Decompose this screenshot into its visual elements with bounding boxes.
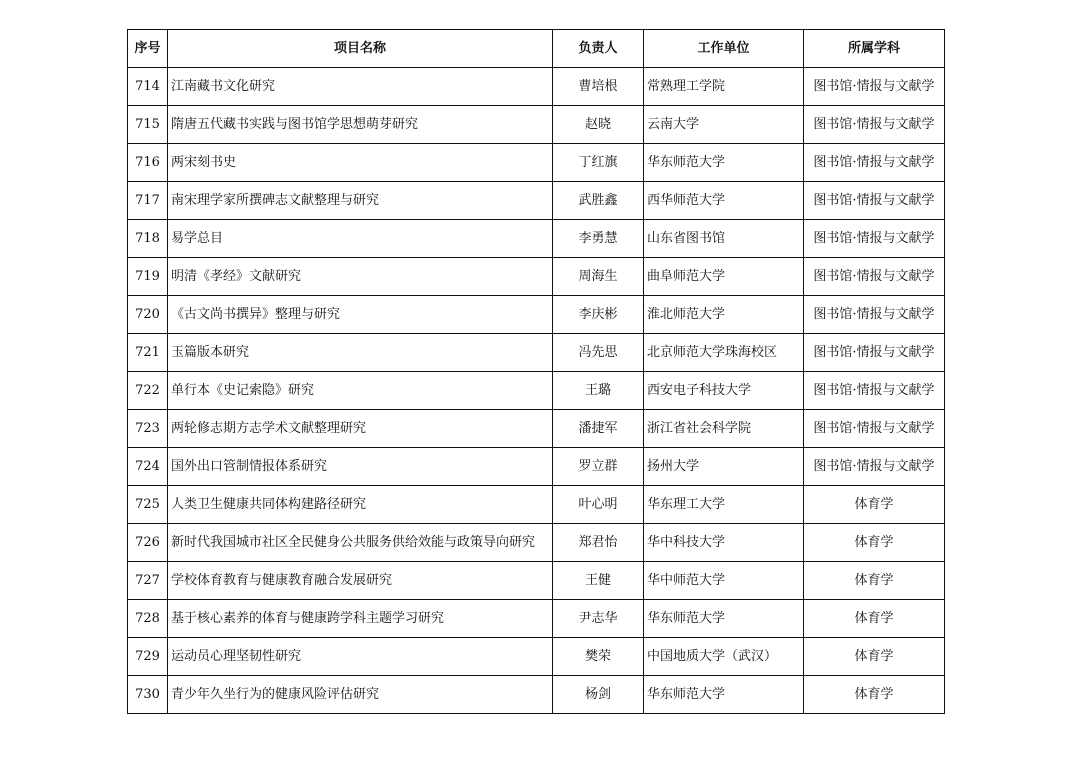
cell-subject (804, 524, 945, 562)
table-row (128, 600, 945, 638)
cell-leader: 尹志华 (553, 600, 644, 638)
cell-project-name: 青少年久坐行为的健康风险评估研究 (168, 676, 553, 714)
subject-text: 体育学 (854, 496, 894, 512)
cell-serial-number: 720 (128, 296, 168, 334)
cell-leader: 李勇慧 (553, 220, 644, 258)
subject-text: 体育学 (854, 534, 894, 550)
cell-project-name: 单行本《史记索隐》研究 (168, 372, 553, 410)
header-subject: 所属学科 (804, 30, 945, 68)
cell-subject (804, 68, 945, 106)
subject-text: 图书馆·情报与文献学 (813, 458, 935, 474)
cell-serial-number: 722 (128, 372, 168, 410)
cell-leader: 周海生 (553, 258, 644, 296)
cell-organization: 北京师范大学珠海校区 (644, 334, 804, 372)
cell-project-name: 明清《孝经》文献研究 (168, 258, 553, 296)
cell-subject (804, 372, 945, 410)
cell-subject (804, 486, 945, 524)
cell-project-name: 南宋理学家所撰碑志文献整理与研究 (168, 182, 553, 220)
cell-organization: 华东理工大学 (644, 486, 804, 524)
subject-text: 体育学 (854, 610, 894, 626)
cell-serial-number: 728 (128, 600, 168, 638)
cell-organization: 常熟理工学院 (644, 68, 804, 106)
subject-text: 体育学 (854, 686, 894, 702)
cell-organization: 扬州大学 (644, 448, 804, 486)
subject-text: 体育学 (854, 572, 894, 588)
table-row (128, 296, 945, 334)
table-row (128, 524, 945, 562)
cell-project-name: 人类卫生健康共同体构建路径研究 (168, 486, 553, 524)
cell-serial-number: 719 (128, 258, 168, 296)
cell-serial-number: 714 (128, 68, 168, 106)
header-leader: 负责人 (553, 30, 644, 68)
cell-serial-number: 726 (128, 524, 168, 562)
header-organization: 工作单位 (644, 30, 804, 68)
table-row (128, 486, 945, 524)
cell-serial-number: 730 (128, 676, 168, 714)
cell-organization: 中国地质大学（武汉） (644, 638, 804, 676)
cell-subject (804, 182, 945, 220)
cell-serial-number: 717 (128, 182, 168, 220)
subject-text: 图书馆·情报与文献学 (813, 230, 935, 246)
cell-project-name: 国外出口管制情报体系研究 (168, 448, 553, 486)
cell-serial-number: 716 (128, 144, 168, 182)
table-row (128, 182, 945, 220)
cell-project-name: 易学总目 (168, 220, 553, 258)
cell-subject (804, 106, 945, 144)
cell-leader: 赵晓 (553, 106, 644, 144)
project-table (127, 29, 945, 714)
cell-organization: 西安电子科技大学 (644, 372, 804, 410)
subject-text: 体育学 (854, 648, 894, 664)
subject-text: 图书馆·情报与文献学 (813, 306, 935, 322)
table-row (128, 258, 945, 296)
subject-text: 图书馆·情报与文献学 (813, 268, 935, 284)
subject-text: 图书馆·情报与文献学 (813, 78, 935, 94)
cell-subject (804, 258, 945, 296)
cell-leader: 罗立群 (553, 448, 644, 486)
cell-project-name: 基于核心素养的体育与健康跨学科主题学习研究 (168, 600, 553, 638)
header-row (128, 30, 945, 68)
cell-organization: 西华师范大学 (644, 182, 804, 220)
cell-project-name: 运动员心理坚韧性研究 (168, 638, 553, 676)
cell-organization: 淮北师范大学 (644, 296, 804, 334)
subject-text: 图书馆·情报与文献学 (813, 116, 935, 132)
cell-project-name: 两轮修志期方志学术文献整理研究 (168, 410, 553, 448)
table-row (128, 448, 945, 486)
cell-leader: 冯先思 (553, 334, 644, 372)
cell-subject (804, 296, 945, 334)
cell-serial-number: 723 (128, 410, 168, 448)
cell-subject (804, 334, 945, 372)
cell-subject (804, 410, 945, 448)
cell-organization: 云南大学 (644, 106, 804, 144)
cell-organization: 曲阜师范大学 (644, 258, 804, 296)
subject-text: 图书馆·情报与文献学 (813, 344, 935, 360)
cell-subject (804, 638, 945, 676)
cell-project-name: 玉篇版本研究 (168, 334, 553, 372)
cell-subject (804, 600, 945, 638)
table-row (128, 372, 945, 410)
cell-leader: 樊荣 (553, 638, 644, 676)
cell-project-name: 新时代我国城市社区全民健身公共服务供给效能与政策导向研究 (168, 524, 553, 562)
cell-subject (804, 676, 945, 714)
table-body (128, 68, 945, 714)
cell-organization: 华东师范大学 (644, 600, 804, 638)
cell-organization: 华东师范大学 (644, 676, 804, 714)
cell-organization: 山东省图书馆 (644, 220, 804, 258)
cell-leader: 郑君怡 (553, 524, 644, 562)
cell-organization: 浙江省社会科学院 (644, 410, 804, 448)
cell-serial-number: 718 (128, 220, 168, 258)
cell-serial-number: 715 (128, 106, 168, 144)
cell-leader: 王健 (553, 562, 644, 600)
subject-text: 图书馆·情报与文献学 (813, 382, 935, 398)
header-serial-number: 序号 (128, 30, 168, 68)
cell-serial-number: 727 (128, 562, 168, 600)
cell-leader: 武胜鑫 (553, 182, 644, 220)
table-row (128, 334, 945, 372)
cell-serial-number: 724 (128, 448, 168, 486)
cell-project-name: 江南藏书文化研究 (168, 68, 553, 106)
cell-organization: 华中师范大学 (644, 562, 804, 600)
cell-leader: 王璐 (553, 372, 644, 410)
cell-organization: 华中科技大学 (644, 524, 804, 562)
cell-project-name: 隋唐五代藏书实践与图书馆学思想萌芽研究 (168, 106, 553, 144)
cell-subject (804, 562, 945, 600)
table-row (128, 68, 945, 106)
header-project-name: 项目名称 (168, 30, 553, 68)
table-row (128, 562, 945, 600)
cell-serial-number: 721 (128, 334, 168, 372)
table-row (128, 144, 945, 182)
cell-subject (804, 448, 945, 486)
cell-leader: 潘捷军 (553, 410, 644, 448)
table-row (128, 676, 945, 714)
cell-leader: 丁红旗 (553, 144, 644, 182)
cell-subject (804, 144, 945, 182)
cell-subject (804, 220, 945, 258)
table-row (128, 410, 945, 448)
cell-project-name: 《古文尚书撰异》整理与研究 (168, 296, 553, 334)
table-row (128, 106, 945, 144)
table-row (128, 638, 945, 676)
subject-text: 图书馆·情报与文献学 (813, 154, 935, 170)
subject-text: 图书馆·情报与文献学 (813, 420, 935, 436)
cell-leader: 叶心明 (553, 486, 644, 524)
cell-project-name: 学校体育教育与健康教育融合发展研究 (168, 562, 553, 600)
table-row (128, 220, 945, 258)
cell-serial-number: 729 (128, 638, 168, 676)
cell-leader: 杨剑 (553, 676, 644, 714)
subject-text: 图书馆·情报与文献学 (813, 192, 935, 208)
cell-serial-number: 725 (128, 486, 168, 524)
cell-organization: 华东师范大学 (644, 144, 804, 182)
cell-leader: 曹培根 (553, 68, 644, 106)
cell-leader: 李庆彬 (553, 296, 644, 334)
cell-project-name: 两宋刻书史 (168, 144, 553, 182)
